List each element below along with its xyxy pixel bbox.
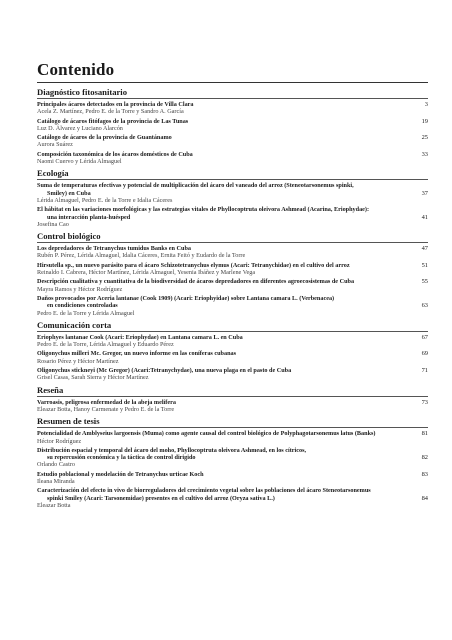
entry-authors: Aurora Suárez (37, 141, 73, 149)
entry-authors: Luz D. Álvarez y Luciano Alarcón (37, 124, 123, 132)
entry-title: Composición taxonómica de los ácaros domésticos de Cuba (37, 150, 193, 158)
section-heading-tesis: Resumen de tesis (37, 416, 100, 427)
toc-entry[interactable] (37, 430, 428, 445)
entry-page: 69 (421, 350, 428, 358)
entry-authors: Lérida Almaguel, Pedro E. de la Torre e Idalia Cáceres (37, 196, 173, 204)
entry-title: Hirsutella sp., un nuevo parásito para el ácaro Schizotetranychus elymus (Acari: Tetranychidae) en el cultivo del arroz (37, 261, 350, 269)
section-rule (37, 179, 428, 180)
entry-page: 82 (421, 454, 428, 462)
entry-authors: Eleazar Botta, Hanoy Carmenate y Pedro E. de la Torre (37, 405, 175, 413)
entry-authors: Naomi Cuervo y Lérida Almaguel (37, 158, 122, 166)
entry-page: 47 (421, 245, 428, 253)
entry-page: 73 (421, 398, 428, 406)
entry-page: 33 (421, 150, 428, 158)
section-rule (37, 396, 428, 397)
section-rule (37, 427, 428, 428)
entry-title: Los depredadores de Tetranychus tumidus Banks en Cuba (37, 245, 191, 253)
table-of-contents (37, 60, 428, 511)
entry-page: 3 (424, 101, 428, 108)
entry-page: 81 (421, 430, 428, 438)
entry-title: Estudio poblacional y modelación de Tetranychus urticae Koch (37, 470, 204, 478)
entry-authors: Eleazar Botta (37, 501, 71, 509)
entry-title-continued: su repercusión económica y la táctica de control dirigido (47, 454, 196, 462)
toc-entry[interactable] (37, 295, 428, 317)
entry-title: Descripción cualitativa y cuantitativa de la biodiversidad de ácaros depredadores en diferentes agroecosistemas de Cuba (37, 278, 355, 286)
entry-page: 71 (421, 367, 428, 375)
entry-page: 51 (421, 261, 428, 269)
entry-title: Suma de temperaturas efectivas y potencial de multiplicación del ácaro del vaneado del arroz (Steneotarsonemus spinki, (37, 182, 354, 190)
entry-title-continued: una interacción planta-huésped (47, 213, 131, 221)
section-heading-ecologia: Ecología (37, 168, 69, 179)
entry-authors: Reinaldo I. Cabrera, Héctor Martínez, Lérida Almaguel, Yesenia Ibáñez y Marlene Vega (37, 269, 256, 277)
entry-page: 63 (421, 302, 428, 310)
section-heading-comunicacion: Comunicación corta (37, 319, 112, 330)
entry-title: Caracterización del efecto in vivo de biorreguladores del crecimiento vegetal sobre las poblaciones del ácaro Steneotarsonemus (37, 487, 371, 495)
toc-entry[interactable] (37, 367, 428, 382)
toc-entry[interactable] (37, 350, 428, 365)
entry-authors: Rubén P. Pérez, Lérida Almaguel, Idalia Cáceres, Ernita Feitó y Eudardo de la Torre (37, 252, 246, 260)
entry-page: 19 (421, 117, 428, 125)
toc-entry[interactable] (37, 101, 428, 116)
entry-authors: Acela Z. Martínez, Pedro E. de la Torre y Sandro A. García (37, 108, 184, 116)
entry-title: Oligonychus stickneyi (Mc Gregor) (Acari:Tetranychydae), una nueva plaga en el pasto de Cuba (37, 367, 292, 375)
entry-title: Potencialidad de Amblyseius largoensis (Muma) como agente causal del control biológico de Polyphagotarsonemus latus (Banks) (37, 430, 376, 438)
entry-authors: Pedro E. de la Torre y Lérida Almaguel (37, 309, 135, 317)
entry-title-continued: spinki Smiley (Acari: Tarsonemidae) presentes en el cultivo del arroz (Oryza sativa L.) (47, 494, 275, 502)
entry-title: Principales ácaros detectados en la provincia de Villa Clara (37, 101, 194, 108)
toc-entry[interactable] (37, 151, 428, 166)
section-rule (37, 242, 428, 243)
section-heading-control: Control biológico (37, 231, 101, 242)
toc-entry[interactable] (37, 206, 428, 228)
entry-title: Distribución espacial y temporal del ácaro del moho, Phyllocoptruta oleivora Ashmead, en los cítricos, (37, 446, 307, 454)
entry-title-continued: en condiciones controladas (47, 302, 118, 310)
toc-entry[interactable] (37, 245, 428, 260)
toc-entry[interactable] (37, 182, 428, 204)
entry-page: 41 (421, 213, 428, 221)
toc-entry[interactable] (37, 399, 428, 414)
entry-page: 67 (421, 333, 428, 341)
entry-authors: Josefina Cao (37, 220, 69, 228)
entry-title: Eriophyes lantanae Cook (Acari: Eriophydae) en Lantana camara L. en Cuba (37, 333, 243, 341)
entry-title: El hábitat en las variaciones morfológicas y las estrategias vitales de Phyllocoptruta oleivora Ashmead (Acarina, Eriophydae): (37, 206, 370, 214)
entry-page: 55 (421, 278, 428, 286)
title-rule (37, 82, 428, 83)
entry-authors: Rosario Pérez y Héctor Martínez (37, 357, 119, 365)
toc-entry[interactable] (37, 118, 428, 133)
entry-authors: Grisel Casas, Sarah Sierra y Héctor Martínez (37, 374, 149, 382)
entry-page: 83 (421, 470, 428, 478)
entry-authors: Pedro E. de la Torre, Lérida Almaguel y Eduardo Pérez (37, 341, 174, 349)
entry-title-continued: Smiley) en Cuba (47, 189, 91, 197)
entry-authors: Héctor Rodríguez (37, 437, 82, 445)
section-heading-diagnostico: Diagnóstico fitosanitario (37, 87, 127, 97)
section-rule (37, 331, 428, 332)
toc-entry[interactable] (37, 134, 428, 149)
entry-title: Catálogo de ácaros fitófagos de la provincia de Las Tunas (37, 117, 189, 125)
toc-entry[interactable] (37, 334, 428, 349)
toc-entry[interactable] (37, 447, 428, 469)
toc-entry[interactable] (37, 487, 428, 509)
entry-page: 37 (421, 189, 428, 197)
section-rule (37, 98, 428, 99)
toc-entry[interactable] (37, 262, 428, 277)
page-title: Contenido (37, 60, 115, 79)
entry-page: 25 (421, 134, 428, 142)
toc-entry[interactable] (37, 471, 428, 486)
entry-title: Oligonychus milleri Mc. Gregor, un nuevo informe en las coníferas cubanas (37, 350, 237, 358)
entry-title: Varroasis, peligrosa enfermedad de la abeja melífera (37, 398, 176, 406)
entry-authors: Orlando Castro (37, 461, 75, 469)
toc-entry[interactable] (37, 278, 428, 293)
entry-authors: Ileana Miranda (37, 477, 75, 485)
entry-authors: Mayra Ramos y Héctor Rodríguez (37, 285, 123, 293)
section-heading-resena: Reseña (37, 384, 64, 395)
entry-title: Catálogo de ácaros de la provincia de Guantánamo (37, 134, 172, 142)
entry-page: 84 (421, 494, 428, 502)
entry-title: Daños provocados por Aceria lantanae (Cook 1909) (Acari: Eriophyidae) sobre Lantana camara L. (Verbenacea) (37, 294, 335, 302)
